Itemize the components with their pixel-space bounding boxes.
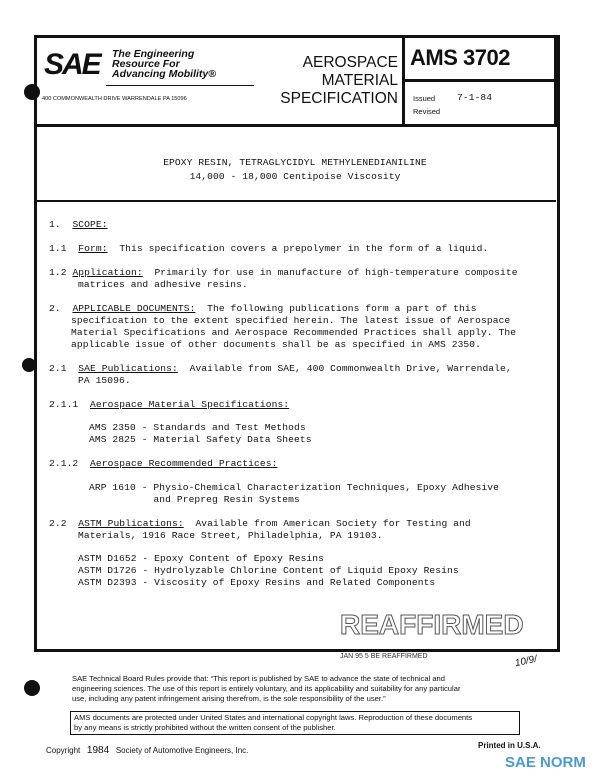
copyright-line xyxy=(46,745,248,756)
copyright-owner: Society of Automotive Engineers, Inc. xyxy=(115,746,249,755)
doc-number: AMS 3702 xyxy=(410,45,510,70)
spec-line: MATERIAL xyxy=(321,72,398,89)
section-heading: Aerospace Material Specifications: xyxy=(90,399,290,410)
copyright-notice-box xyxy=(70,711,520,735)
reference-item: ASTM D2393 - Viscosity of Epoxy Resins and Related Components xyxy=(78,577,436,588)
issued-date: 7-1-84 xyxy=(457,92,493,103)
reference-item: and Prepreg Resin Systems xyxy=(89,494,300,505)
sae-logo: SAE xyxy=(44,48,100,81)
section-heading: Aerospace Recommended Practices: xyxy=(90,458,278,469)
section-number: 1.1 xyxy=(49,243,67,254)
copyright-label: Copyright xyxy=(46,746,81,755)
revised-label: Revised xyxy=(413,107,441,116)
tagline xyxy=(112,49,216,79)
doc-title: EPOXY RESIN, TETRAGLYCIDYL METHYLENEDIANILINE xyxy=(163,157,427,168)
rules-line: engineering sciences. The use of this report is entirely voluntary, and its applicability and suitability for any particular xyxy=(72,684,461,693)
section-number: 2.1.2 xyxy=(49,458,79,469)
tagline-line: The Engineering xyxy=(112,48,195,60)
section-text: Material Specifications and Aerospace Recommended Practices shall apply. The xyxy=(71,327,517,338)
section-text: The following publications form a part of this xyxy=(207,303,477,314)
reference-item: AMS 2350 - Standards and Test Methods xyxy=(89,422,306,433)
tagline-line: Resource For xyxy=(112,58,180,70)
stamp-date: JAN 95 5 BE REAFFIRMED xyxy=(340,653,428,660)
section-text: PA 15096. xyxy=(78,375,131,386)
section-heading: SCOPE: xyxy=(72,219,108,230)
printed-in: Printed in U.S.A. xyxy=(478,741,541,750)
rules-line: use, including any patent infringement arising therefrom, is the sole responsibility of the user.” xyxy=(72,694,386,703)
watermark-logo: SAE NORM xyxy=(505,754,586,771)
section-number: 2.2 xyxy=(49,518,67,529)
spec-line: AEROSPACE xyxy=(302,54,398,71)
handwritten-date: 10/9/ xyxy=(513,653,539,670)
section-number: 2.1.1 xyxy=(49,399,79,410)
reaffirmed-stamp: REAFFIRMED xyxy=(340,609,524,640)
spec-type xyxy=(280,54,398,108)
section-text: Available from SAE, 400 Commonwealth Drive, Warrendale, xyxy=(189,363,512,374)
section-number: 1.2 xyxy=(49,267,67,278)
reference-item: ASTM D1726 - Hydrolyzable Chlorine Content of Liquid Epoxy Resins xyxy=(78,565,459,576)
section-text: matrices and adhesive resins. xyxy=(78,279,248,290)
section-heading: APPLICABLE DOCUMENTS: xyxy=(72,303,196,314)
address: 400 COMMONWEALTH DRIVE WARRENDALE PA 15096 xyxy=(42,96,187,102)
doc-subtitle: 14,000 - 18,000 Centipoise Viscosity xyxy=(189,171,401,182)
copyright-year: 1984 xyxy=(86,745,110,756)
section-text: Available from American Society for Testing and xyxy=(195,518,471,529)
logo-rule xyxy=(106,85,254,86)
section-heading: Form: xyxy=(78,243,108,254)
tagline-line: Advancing Mobility® xyxy=(112,68,216,80)
punch-hole xyxy=(22,358,36,372)
section-number: 1. xyxy=(49,219,61,230)
section-text: specification to the extent specified herein. The latest issue of Aerospace xyxy=(71,315,511,326)
section-heading: Application: xyxy=(72,267,143,278)
punch-hole xyxy=(24,84,40,100)
reference-item: AMS 2825 - Material Safety Data Sheets xyxy=(89,434,312,445)
title-rule xyxy=(36,200,556,202)
notice-line: by any means is strictly prohibited without the written consent of the publisher. xyxy=(74,723,336,732)
technical-board-rules xyxy=(72,674,460,704)
reference-item: ARP 1610 - Physio-Chemical Characterization Techniques, Epoxy Adhesive xyxy=(89,482,500,493)
section-text: Primarily for use in manufacture of high-temperature composite xyxy=(154,267,518,278)
issued-label: Issued xyxy=(413,94,436,103)
section-number: 2.1 xyxy=(49,363,67,374)
rules-line: SAE Technical Board Rules provide that: “This report is published by SAE to advance the state of technical and xyxy=(72,674,446,683)
spec-line: SPECIFICATION xyxy=(280,90,398,107)
section-text: applicable issue of other documents shall be as specified in AMS 2350. xyxy=(71,339,482,350)
section-number: 2. xyxy=(49,303,61,314)
section-heading: ASTM Publications: xyxy=(78,518,184,529)
punch-hole xyxy=(24,680,40,696)
doc-number-divider xyxy=(402,79,557,82)
notice-line: AMS documents are protected under United States and international copyright laws. Reproduction of these documents xyxy=(74,713,473,722)
reference-item: ASTM D1652 - Epoxy Content of Epoxy Resins xyxy=(78,553,325,564)
section-text: Materials, 1916 Race Street, Philadelphia, PA 19103. xyxy=(78,530,383,541)
section-text: This specification covers a prepolymer in the form of a liquid. xyxy=(119,243,489,254)
section-heading: SAE Publications: xyxy=(78,363,178,374)
